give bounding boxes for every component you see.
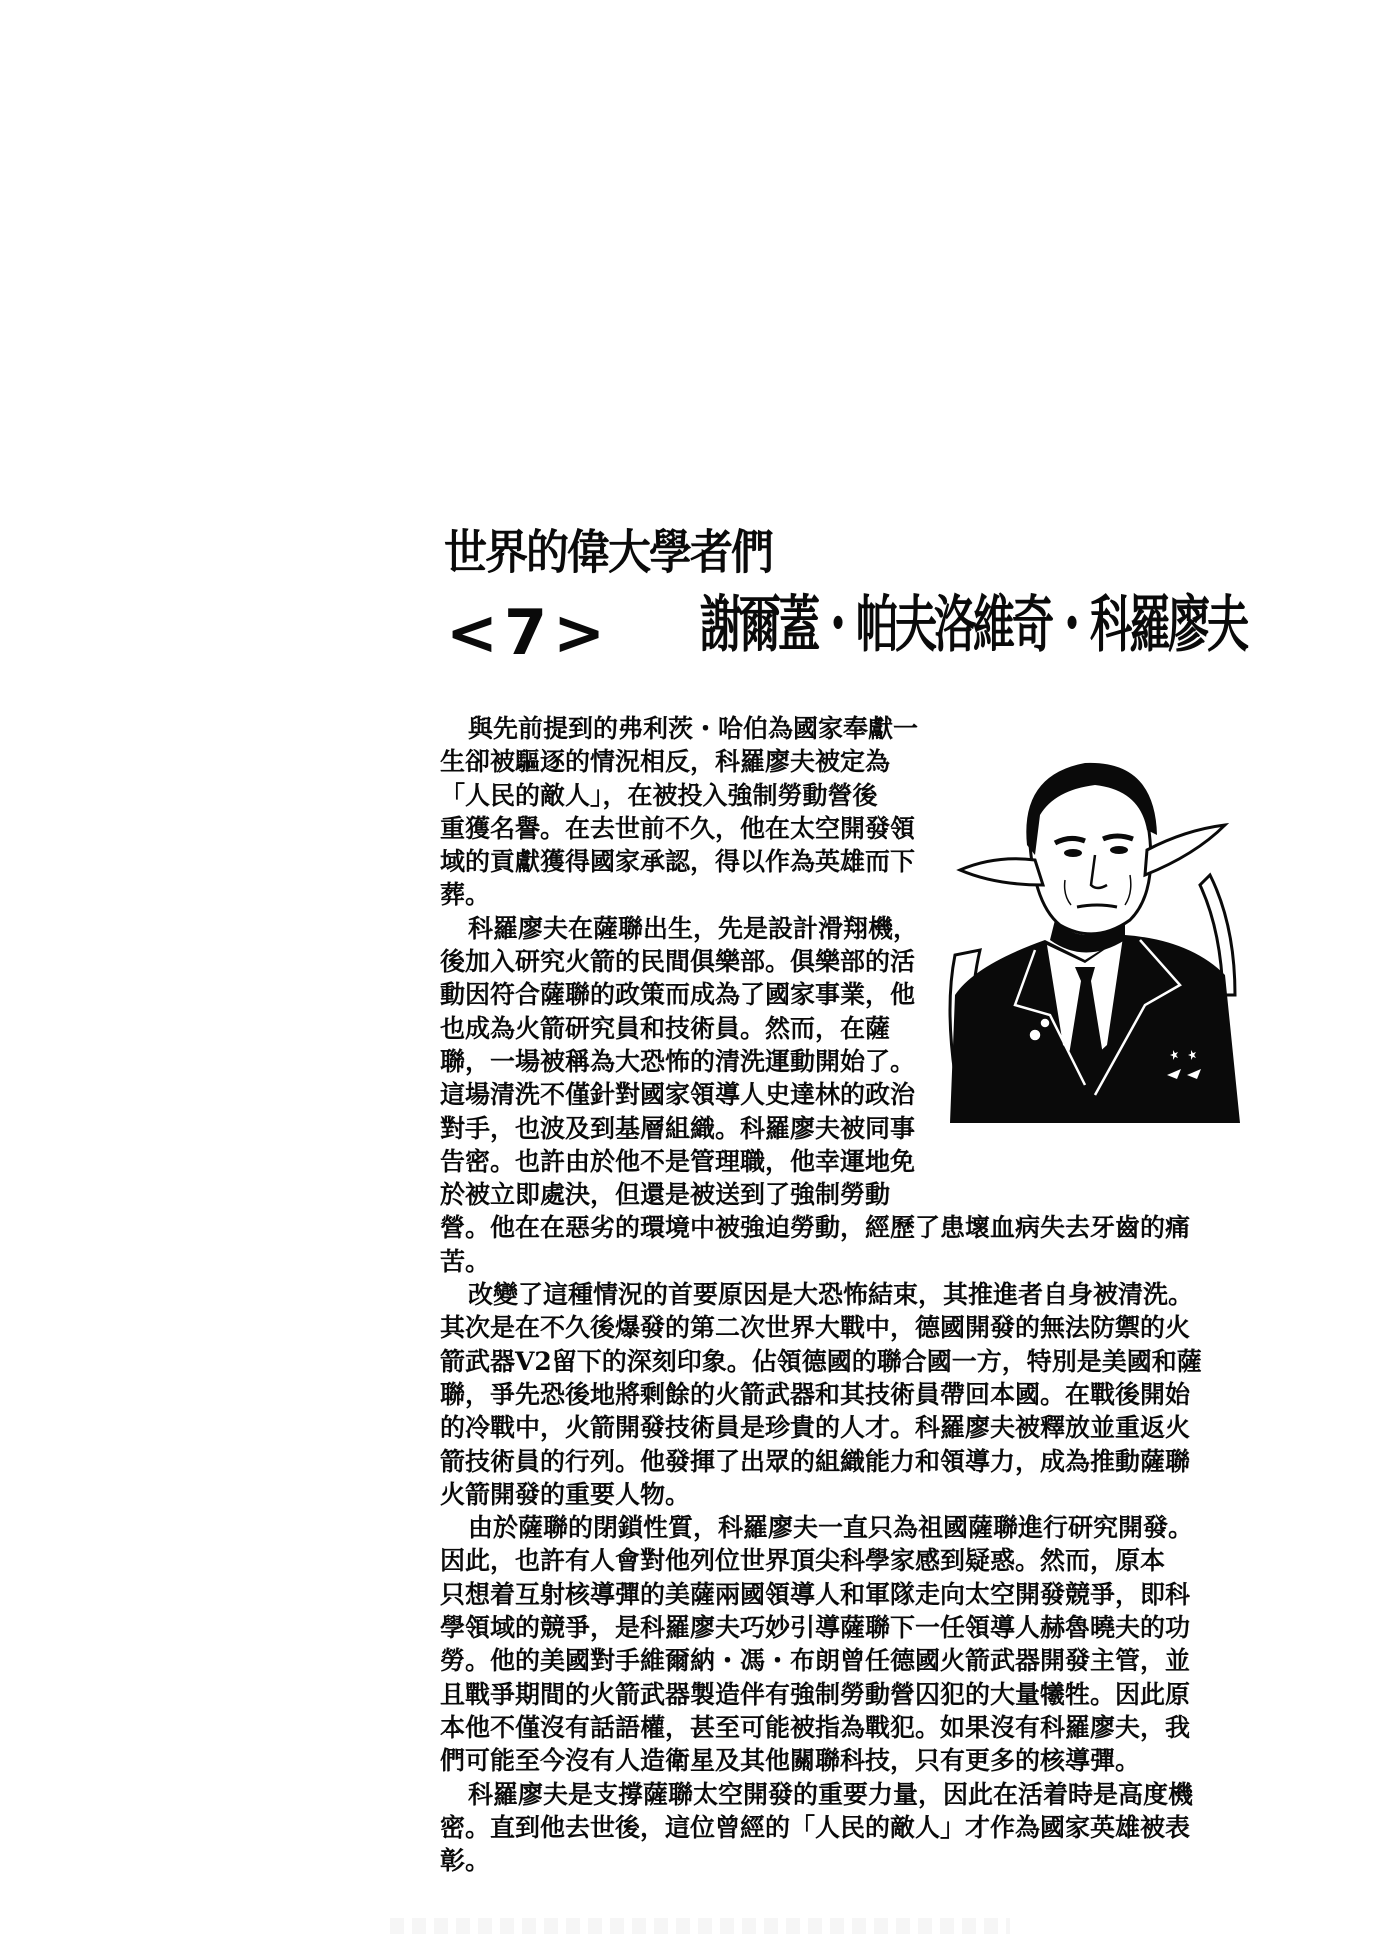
body-line: 生卻被驅逐的情況相反，科羅廖夫被定為 bbox=[440, 747, 891, 777]
body-line: 本他不僅沒有話語權，甚至可能被指為戰犯。如果沒有科羅廖夫，我 bbox=[440, 1712, 1191, 1742]
body-line: 也成為火箭研究員和技術員。然而，在薩 bbox=[440, 1013, 891, 1043]
article-title: 謝爾蓋・帕夫洛維奇・科羅廖夫 bbox=[700, 588, 1246, 661]
article-body bbox=[440, 712, 1240, 1877]
body-line: 動因符合薩聯的政策而成為了國家事業，他 bbox=[440, 980, 916, 1010]
body-line: 火箭開發的重要人物。 bbox=[440, 1479, 691, 1509]
body-line: 且戰爭期間的火箭武器製造伴有強制勞動營囚犯的大量犧牲。因此原 bbox=[440, 1679, 1191, 1709]
body-line: 科羅廖夫在薩聯出生，先是設計滑翔機， bbox=[468, 913, 919, 943]
body-line: 域的貢獻獲得國家承認，得以作為英雄而下 bbox=[440, 847, 916, 877]
body-line: 科羅廖夫是支撐薩聯太空開發的重要力量，因此在活着時是高度機 bbox=[468, 1779, 1194, 1809]
body-line: 的冷戰中，火箭開發技術員是珍貴的人才。科羅廖夫被釋放並重返火 bbox=[440, 1413, 1191, 1443]
body-line: 只想着互射核導彈的美薩兩國領導人和軍隊走向太空開發競爭，即科 bbox=[440, 1579, 1191, 1609]
body-line: 勞。他的美國對手維爾納・馮・布朗曾任德國火箭武器開發主管，並 bbox=[440, 1646, 1191, 1676]
body-line: 葬。 bbox=[440, 880, 491, 910]
body-line: 改變了這種情況的首要原因是大恐怖結束，其推進者自身被清洗。 bbox=[468, 1280, 1194, 1310]
body-line: 「人民的敵人」，在被投入強制勞動營後 bbox=[440, 780, 878, 810]
body-line: 聯，一場被稱為大恐怖的清洗運動開始了。 bbox=[440, 1046, 916, 1076]
body-line: 們可能至今沒有人造衛星及其他關聯科技，只有更多的核導彈。 bbox=[440, 1746, 1141, 1776]
body-line: 學領域的競爭，是科羅廖夫巧妙引導薩聯下一任領導人赫魯曉夫的功 bbox=[440, 1613, 1191, 1643]
body-line: 營。他在在惡劣的環境中被強迫勞動，經歷了患壞血病失去牙齒的痛 bbox=[440, 1213, 1191, 1243]
body-line: 聯，爭先恐後地將剩餘的火箭武器和其技術員帶回本國。在戰後開始 bbox=[440, 1379, 1191, 1409]
body-line: 告密。也許由於他不是管理職，他幸運地免 bbox=[440, 1146, 916, 1176]
body-line: 箭技術員的行列。他發揮了出眾的組織能力和領導力，成為推動薩聯 bbox=[440, 1446, 1191, 1476]
body-line: 箭武器V2留下的深刻印象。佔領德國的聯合國一方，特別是美國和薩 bbox=[440, 1346, 1202, 1376]
body-line: 彰。 bbox=[440, 1846, 491, 1876]
body-line: 後加入研究火箭的民間俱樂部。俱樂部的活 bbox=[440, 947, 916, 977]
body-line: 重獲名譽。在去世前不久，他在太空開發領 bbox=[440, 813, 916, 843]
body-line: 於被立即處決，但還是被送到了強制勞動 bbox=[440, 1180, 891, 1210]
series-title: 世界的偉大學者們 bbox=[444, 525, 772, 581]
body-line: 因此，也許有人會對他列位世界頂尖科學家感到疑惑。然而，原本 bbox=[440, 1546, 1166, 1576]
body-line: 與先前提到的弗利茨・哈伯為國家奉獻一 bbox=[468, 714, 919, 743]
page-bleed-through bbox=[390, 1918, 1010, 1934]
body-line: 這場清洗不僅針對國家領導人史達林的政治 bbox=[440, 1080, 916, 1110]
body-line: 由於薩聯的閉鎖性質，科羅廖夫一直只為祖國薩聯進行研究開發。 bbox=[468, 1513, 1194, 1543]
body-line: 對手，也波及到基層組織。科羅廖夫被同事 bbox=[440, 1113, 916, 1143]
body-line: 苦。 bbox=[440, 1246, 491, 1276]
episode-number: <7> bbox=[446, 596, 612, 669]
body-line: 其次是在不久後爆發的第二次世界大戰中，德國開發的無法防禦的火 bbox=[440, 1313, 1191, 1343]
body-line: 密。直到他去世後，這位曾經的「人民的敵人」才作為國家英雄被表 bbox=[440, 1812, 1191, 1842]
